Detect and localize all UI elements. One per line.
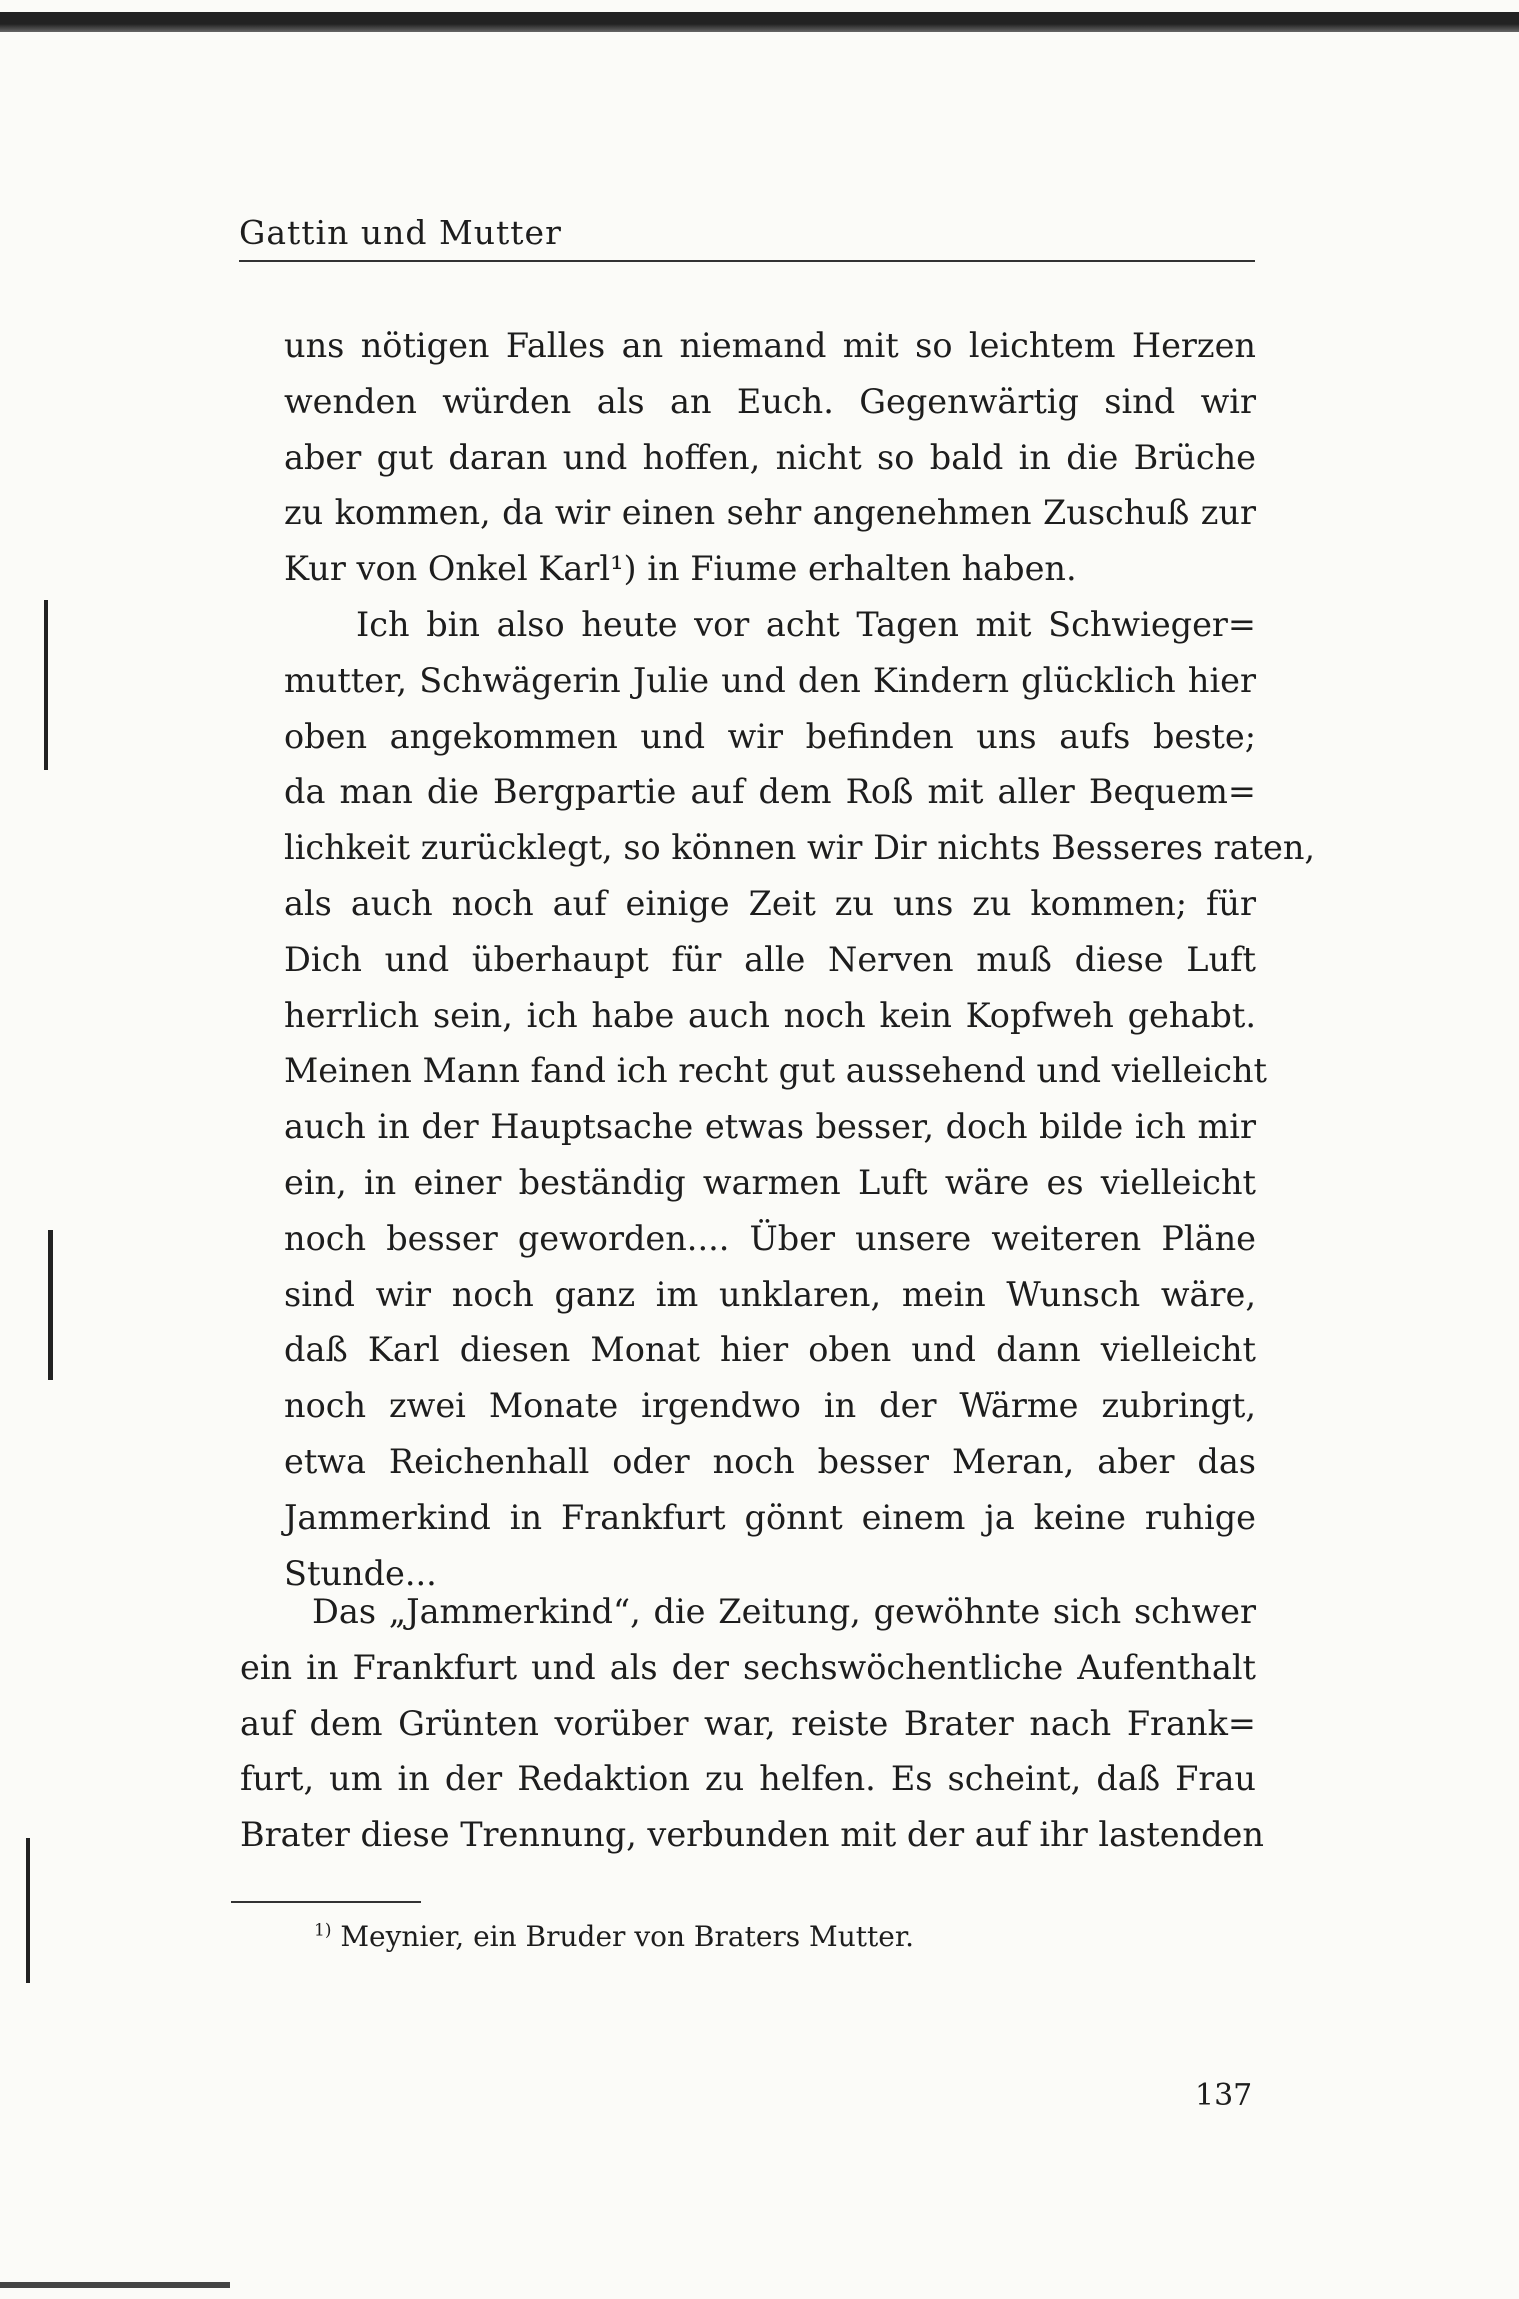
- footnote-marker: 1): [314, 1920, 332, 1941]
- narrative-line: ein in Frankfurt und als der sechswöchentliche Aufenthalt: [240, 1647, 1256, 1687]
- quote-line: wenden würden als an Euch. Gegenwärtig sind wir: [284, 381, 1256, 421]
- quote-line: etwa Reichenhall oder noch besser Meran, aber das: [284, 1441, 1256, 1481]
- quote-line: aber gut daran und hoffen, nicht so bald in die Brüche: [284, 437, 1256, 477]
- margin-mark: [26, 1838, 30, 1983]
- footnote-text: Meynier, ein Bruder von Braters Mutter.: [340, 1920, 915, 1953]
- narrative-line: Brater diese Trennung, verbunden mit der auf ihr lastenden: [240, 1815, 1264, 1855]
- narrative-paragraph: [240, 1584, 1264, 1863]
- bottom-scan-border: [0, 2282, 230, 2288]
- quote-line: Ich bin also heute vor acht Tagen mit Schwieger=: [356, 604, 1256, 644]
- quote-line: herrlich sein, ich habe auch noch kein Kopfweh gehabt.: [284, 995, 1256, 1035]
- quote-line: zu kommen, da wir einen sehr angenehmen Zuschuß zur: [284, 493, 1256, 533]
- quote-line: als auch noch auf einige Zeit zu uns zu kommen; für: [284, 883, 1256, 923]
- quote-line: auch in der Hauptsache etwas besser, doch bilde ich mir: [284, 1107, 1256, 1147]
- quote-line: ein, in einer beständig warmen Luft wäre es vielleicht: [284, 1162, 1256, 1202]
- footnote: [314, 1920, 914, 1953]
- running-head: [239, 213, 1255, 262]
- quote-line: Stunde...: [284, 1553, 437, 1593]
- footnote-rule: [231, 1901, 421, 1903]
- quote-line: sind wir noch ganz im unklaren, mein Wunsch wäre,: [284, 1274, 1256, 1314]
- quote-line: oben angekommen und wir befinden uns aufs beste;: [284, 716, 1256, 756]
- quote-line: lichkeit zurücklegt, so können wir Dir nichts Besseres raten,: [284, 828, 1316, 868]
- quote-line: Dich und überhaupt für alle Nerven muß diese Luft: [284, 939, 1256, 979]
- letter-quote: [284, 318, 1316, 1601]
- quote-line: mutter, Schwägerin Julie und den Kindern glücklich hier: [284, 660, 1256, 700]
- quote-line: da man die Bergpartie auf dem Roß mit aller Bequem=: [284, 772, 1256, 812]
- top-scan-border: [0, 12, 1519, 32]
- narrative-line: Das „Jammerkind“, die Zeitung, gewöhnte sich schwer: [312, 1592, 1256, 1631]
- quote-line: uns nötigen Falles an niemand mit so leichtem Herzen: [284, 326, 1256, 365]
- quote-line: Kur von Onkel Karl¹) in Fiume erhalten haben.: [284, 549, 1077, 589]
- page-number: 137: [1195, 2078, 1253, 2113]
- running-head-title: Gattin und Mutter: [239, 213, 562, 252]
- quote-line: noch zwei Monate irgendwo in der Wärme zubringt,: [284, 1386, 1256, 1426]
- margin-mark: [44, 600, 48, 770]
- narrative-line: furt, um in der Redaktion zu helfen. Es scheint, daß Frau: [240, 1759, 1256, 1799]
- quote-line: Meinen Mann fand ich recht gut aussehend und vielleicht: [284, 1051, 1267, 1091]
- margin-mark: [48, 1230, 53, 1380]
- narrative-line: auf dem Grünten vorüber war, reiste Brater nach Frank=: [240, 1703, 1256, 1743]
- quote-line: daß Karl diesen Monat hier oben und dann vielleicht: [284, 1330, 1256, 1370]
- quote-line: noch besser geworden.... Über unsere weiteren Pläne: [284, 1218, 1256, 1258]
- quote-line: Jammerkind in Frankfurt gönnt einem ja keine ruhige: [284, 1497, 1256, 1537]
